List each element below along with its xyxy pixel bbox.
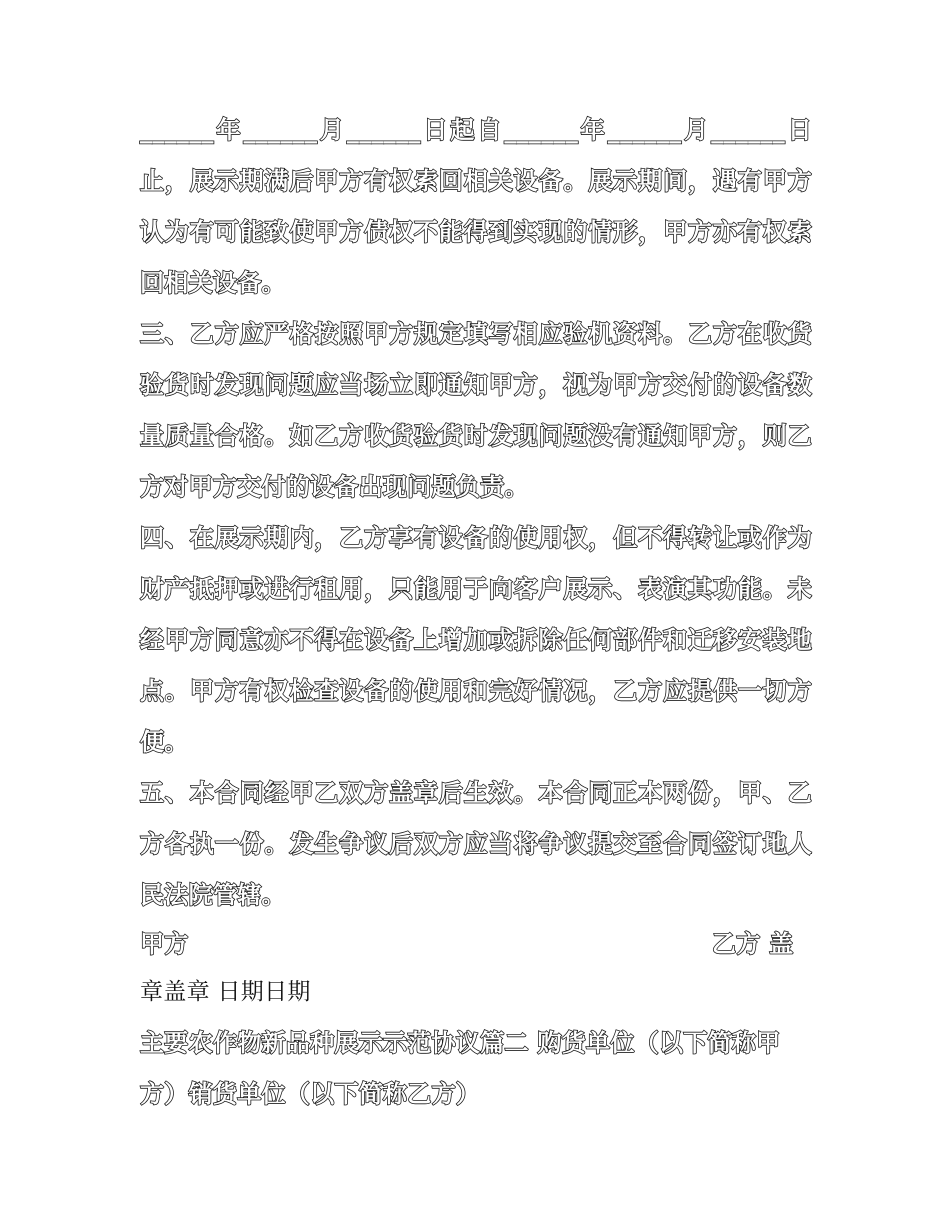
- paragraph-line: 方各执一份。发生争议后双方应当将争议提交至合同签订地人: [140, 830, 812, 858]
- paragraph-line: 财产抵押或进行租用，只能用于向客户展示、表演其功能。未: [140, 575, 812, 603]
- paragraph-line: 民法院管辖。: [140, 881, 286, 909]
- date-range-line: ______年______月______日起自______年______月______日: [140, 116, 812, 144]
- clause-four-line: 四、在展示期内，乙方享有设备的使用权，但不得转让或作为: [140, 524, 812, 552]
- paragraph-line: 方对甲方交付的设备出现问题负责。: [140, 473, 529, 501]
- clause-three-line: 三、乙方应严格按照甲方规定填写相应验机资料。乙方在收货: [140, 320, 812, 348]
- paragraph-line: 认为有可能致使甲方债权不能得到实现的情形，甲方亦有权索: [140, 218, 812, 246]
- party-b-seal-label: 乙方 盖: [712, 930, 794, 958]
- paragraph-line: 验货时发现问题应当场立即通知甲方，视为甲方交付的设备数: [140, 371, 812, 399]
- clause-five-line: 五、本合同经甲乙双方盖章后生效。本合同正本两份，甲、乙: [140, 779, 812, 807]
- section-title-line: 主要农作物新品种展示示范协议篇二 购货单位（以下简称甲: [140, 1029, 781, 1057]
- section-title-line-continued: 方）销货单位（以下简称乙方）: [140, 1080, 481, 1108]
- paragraph-line: 回相关设备。: [140, 269, 286, 297]
- seal-date-line: 章盖章 日期日期: [140, 979, 311, 1005]
- party-a-label: 甲方: [140, 930, 189, 958]
- paragraph-line: 止，展示期满后甲方有权索回相关设备。展示期间，遇有甲方: [140, 167, 812, 195]
- paragraph-line: 便。: [140, 728, 189, 756]
- paragraph-line: 经甲方同意亦不得在设备上增加或拆除任何部件和迁移安装地: [140, 626, 812, 654]
- paragraph-line: 点。甲方有权检查设备的使用和完好情况，乙方应提供一切方: [140, 677, 812, 705]
- paragraph-line: 量质量合格。如乙方收货验货时发现问题没有通知甲方，则乙: [140, 422, 812, 450]
